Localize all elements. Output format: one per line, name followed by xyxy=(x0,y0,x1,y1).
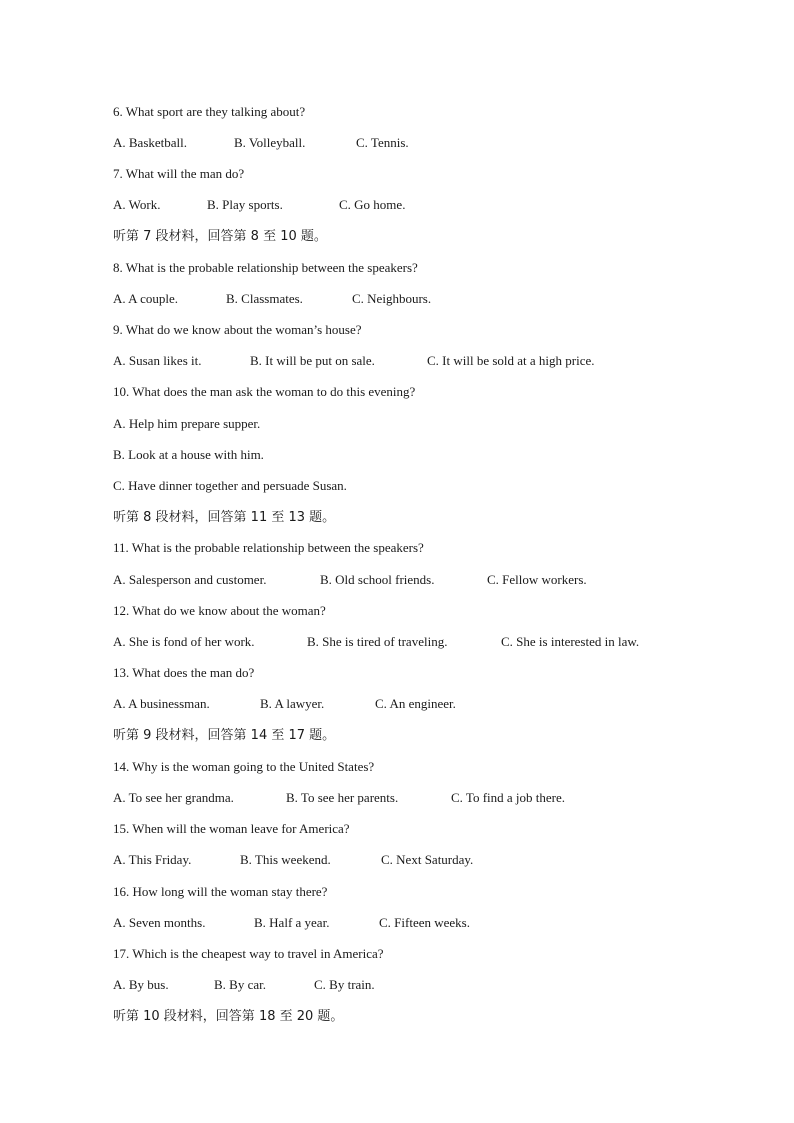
option-c: C. An engineer. xyxy=(375,696,456,711)
option-b: B. Play sports. xyxy=(207,197,283,212)
option-10-b: B. Look at a house with him. xyxy=(113,447,264,462)
option-c: C. Next Saturday. xyxy=(381,852,474,867)
question-11: 11. What is the probable relationship between the speakers? xyxy=(113,540,424,555)
option-b: B. Old school friends. xyxy=(320,572,435,587)
option-b: B. She is tired of traveling. xyxy=(307,634,448,649)
option-b: B. To see her parents. xyxy=(286,790,399,805)
options-11 xyxy=(113,572,587,588)
option-c: C. Tennis. xyxy=(356,135,409,150)
options-17 xyxy=(113,977,375,993)
options-13 xyxy=(113,696,456,712)
option-b: B. It will be put on sale. xyxy=(250,353,375,368)
option-c: C. Fellow workers. xyxy=(487,572,587,587)
section-heading-9: 听第 9 段材料，回答第 14 至 17 题。 xyxy=(113,728,336,743)
option-b: B. Volleyball. xyxy=(234,135,306,150)
options-12 xyxy=(113,634,639,650)
option-a: A. Seven months. xyxy=(113,915,206,930)
question-6: 6. What sport are they talking about? xyxy=(113,104,306,119)
question-7: 7. What will the man do? xyxy=(113,166,245,181)
question-17: 17. Which is the cheapest way to travel in America? xyxy=(113,946,384,961)
option-a: A. Salesperson and customer. xyxy=(113,572,267,587)
section-heading-7: 听第 7 段材料，回答第 8 至 10 题。 xyxy=(113,229,327,244)
option-10-c: C. Have dinner together and persuade Susan. xyxy=(113,478,347,493)
option-b: B. This weekend. xyxy=(240,852,331,867)
options-16 xyxy=(113,915,470,931)
options-7 xyxy=(113,197,405,213)
option-c: C. Fifteen weeks. xyxy=(379,915,470,930)
option-a: A. Susan likes it. xyxy=(113,353,202,368)
option-b: B. By car. xyxy=(214,977,266,992)
question-13: 13. What does the man do? xyxy=(113,665,255,680)
option-a: A. She is fond of her work. xyxy=(113,634,255,649)
question-14: 14. Why is the woman going to the United States? xyxy=(113,759,375,774)
option-c: C. Neighbours. xyxy=(352,291,432,306)
option-c: C. She is interested in law. xyxy=(501,634,640,649)
option-c: C. To find a job there. xyxy=(451,790,566,805)
option-c: C. Go home. xyxy=(339,197,406,212)
options-9 xyxy=(113,353,595,369)
option-b: B. A lawyer. xyxy=(260,696,325,711)
section-heading-10: 听第 10 段材料，回答第 18 至 20 题。 xyxy=(113,1009,344,1024)
option-a: A. A couple. xyxy=(113,291,178,306)
section-heading-8: 听第 8 段材料，回答第 11 至 13 题。 xyxy=(113,510,336,525)
option-a: A. A businessman. xyxy=(113,696,210,711)
option-a: A. To see her grandma. xyxy=(113,790,234,805)
question-8: 8. What is the probable relationship between the speakers? xyxy=(113,260,418,275)
options-15 xyxy=(113,852,473,868)
option-b: B. Half a year. xyxy=(254,915,330,930)
question-12: 12. What do we know about the woman? xyxy=(113,603,326,618)
question-16: 16. How long will the woman stay there? xyxy=(113,884,328,899)
options-6 xyxy=(113,135,409,151)
option-a: A. Basketball. xyxy=(113,135,188,150)
option-a: A. By bus. xyxy=(113,977,169,992)
options-8 xyxy=(113,291,431,307)
options-14 xyxy=(113,790,565,806)
option-a: A. This Friday. xyxy=(113,852,192,867)
question-9: 9. What do we know about the woman’s house? xyxy=(113,322,362,337)
option-10-a: A. Help him prepare supper. xyxy=(113,416,261,431)
question-10: 10. What does the man ask the woman to do this evening? xyxy=(113,384,416,399)
option-c: C. It will be sold at a high price. xyxy=(427,353,595,368)
option-b: B. Classmates. xyxy=(226,291,303,306)
option-c: C. By train. xyxy=(314,977,375,992)
question-15: 15. When will the woman leave for America? xyxy=(113,821,350,836)
option-a: A. Work. xyxy=(113,197,161,212)
